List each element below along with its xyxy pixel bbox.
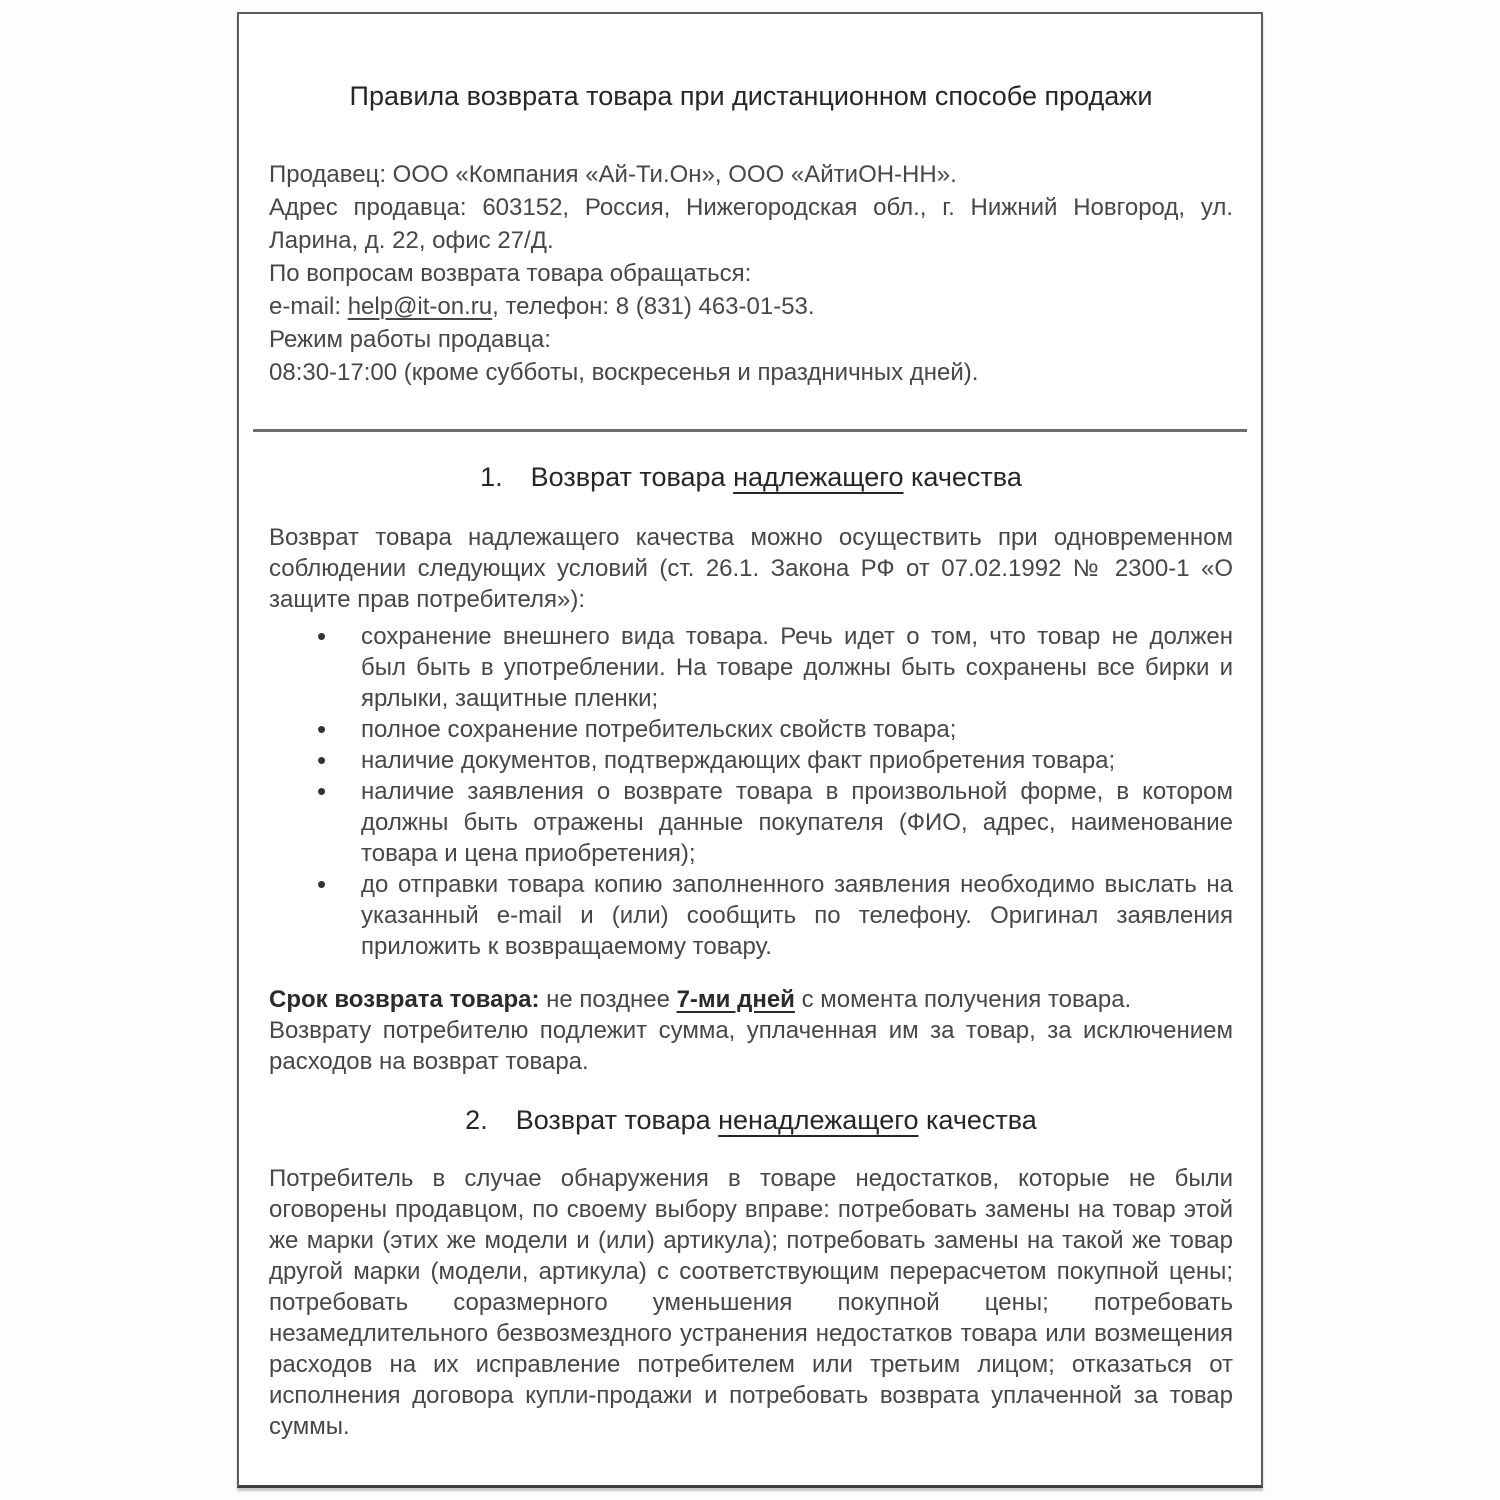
contact-intro: По вопросам возврата товара обращаться: — [269, 260, 752, 287]
section1-intro-paragraph: Возврат товара надлежащего качества можно осуществить при одновременном соблюдении следующих условий (ст. 26.1. Закона РФ от 07.02.1992 № 2300-1 «О защите прав потребителя»): — [269, 524, 1233, 613]
section2-title-underlined: ненадлежащего — [718, 1105, 919, 1135]
refund-note: Возврату потребителю подлежит сумма, уплаченная им за товар, за исключением расходов на возврат товара. — [269, 1017, 1233, 1075]
return-term-line — [269, 984, 1233, 1015]
bullet-item: • наличие документов, подтверждающих факт приобретения товара; — [361, 745, 1233, 776]
section1-title-underlined: надлежащего — [733, 462, 904, 492]
section2-title — [516, 1101, 1037, 1139]
section2-title-suffix: качества — [918, 1105, 1037, 1135]
section2-number: 2. — [465, 1105, 488, 1135]
section1-title — [531, 458, 1022, 496]
section2-body-paragraph: Потребитель в случае обнаружения в товаре недостатков, которые не были оговорены продавцом, по своему выбору вправе: потребовать замены на товар этой же марки (этих же модели и (или) артикула); потребовать замены на такой же товар другой марки (модели, артикула) с соответствующим перерасчетом покупной цены; потребовать соразмерного уменьшения покупной цены; потребовать незамедлительного безвозмездного устранения недостатков товара или возмещения расходов на их исправление потребителем или третьим лицом; отказаться от исполнения договора купли-продажи и потребовать возврата уплаченной за товар суммы. — [269, 1165, 1233, 1440]
bullet-item: • до отправки товара копию заполненного заявления необходимо выслать на указанный e-mail и (или) сообщить по телефону. Оригинал заявления приложить к возвращаемому товару. — [361, 869, 1233, 962]
working-hours-value: 08:30-17:00 (кроме субботы, воскресенья и праздничных дней). — [269, 359, 979, 386]
seller-address: Адрес продавца: 603152, Россия, Нижегородская обл., г. Нижний Новгород, ул. Ларина, д. 22, офис 27/Д. — [269, 194, 1233, 254]
section1-bullet-list — [269, 621, 1233, 962]
document-title: Правила возврата товара при дистанционном способе продажи — [349, 81, 1153, 111]
return-term-label: Срок возврата товара: — [269, 986, 540, 1013]
email-link[interactable]: help@it-on.ru — [347, 293, 493, 320]
bullet-item: • полное сохранение потребительских свойств товара; — [361, 714, 1233, 745]
return-term-block — [269, 984, 1233, 1077]
section1-number: 1. — [480, 462, 503, 492]
bullet-item: • наличие заявления о возврате товара в произвольной форме, в котором должны быть отражены данные покупателя (ФИО, адрес, наименование товара и цена приобретения); — [361, 776, 1233, 869]
return-term-highlight: 7-ми дней — [676, 986, 795, 1013]
return-term-tail: с момента получения товара. — [794, 986, 1132, 1013]
phone-text: , телефон: 8 (831) 463-01-53. — [492, 293, 815, 320]
section1-title-suffix: качества — [903, 462, 1022, 492]
section1-title-prefix: Возврат товара — [530, 462, 734, 492]
seller-info-block — [269, 158, 1233, 389]
section1-heading — [269, 458, 1233, 496]
horizontal-divider — [253, 429, 1247, 432]
return-term-mid: не позднее — [539, 986, 677, 1013]
bullet-item: • сохранение внешнего вида товара. Речь идет о том, что товар не должен был быть в употреблении. На товаре должны быть сохранены все бирки и ярлыки, защитные пленки; — [361, 621, 1233, 714]
working-hours-label: Режим работы продавца: — [269, 326, 551, 353]
section2-heading — [269, 1101, 1233, 1139]
seller-line: Продавец: ООО «Компания «Ай-Ти.Он», ООО «АйтиОН-НН». — [269, 161, 957, 188]
section2-title-prefix: Возврат товара — [515, 1105, 719, 1135]
email-label: e-mail: — [269, 293, 348, 320]
contact-line — [269, 290, 1233, 323]
document-page — [237, 12, 1263, 1488]
